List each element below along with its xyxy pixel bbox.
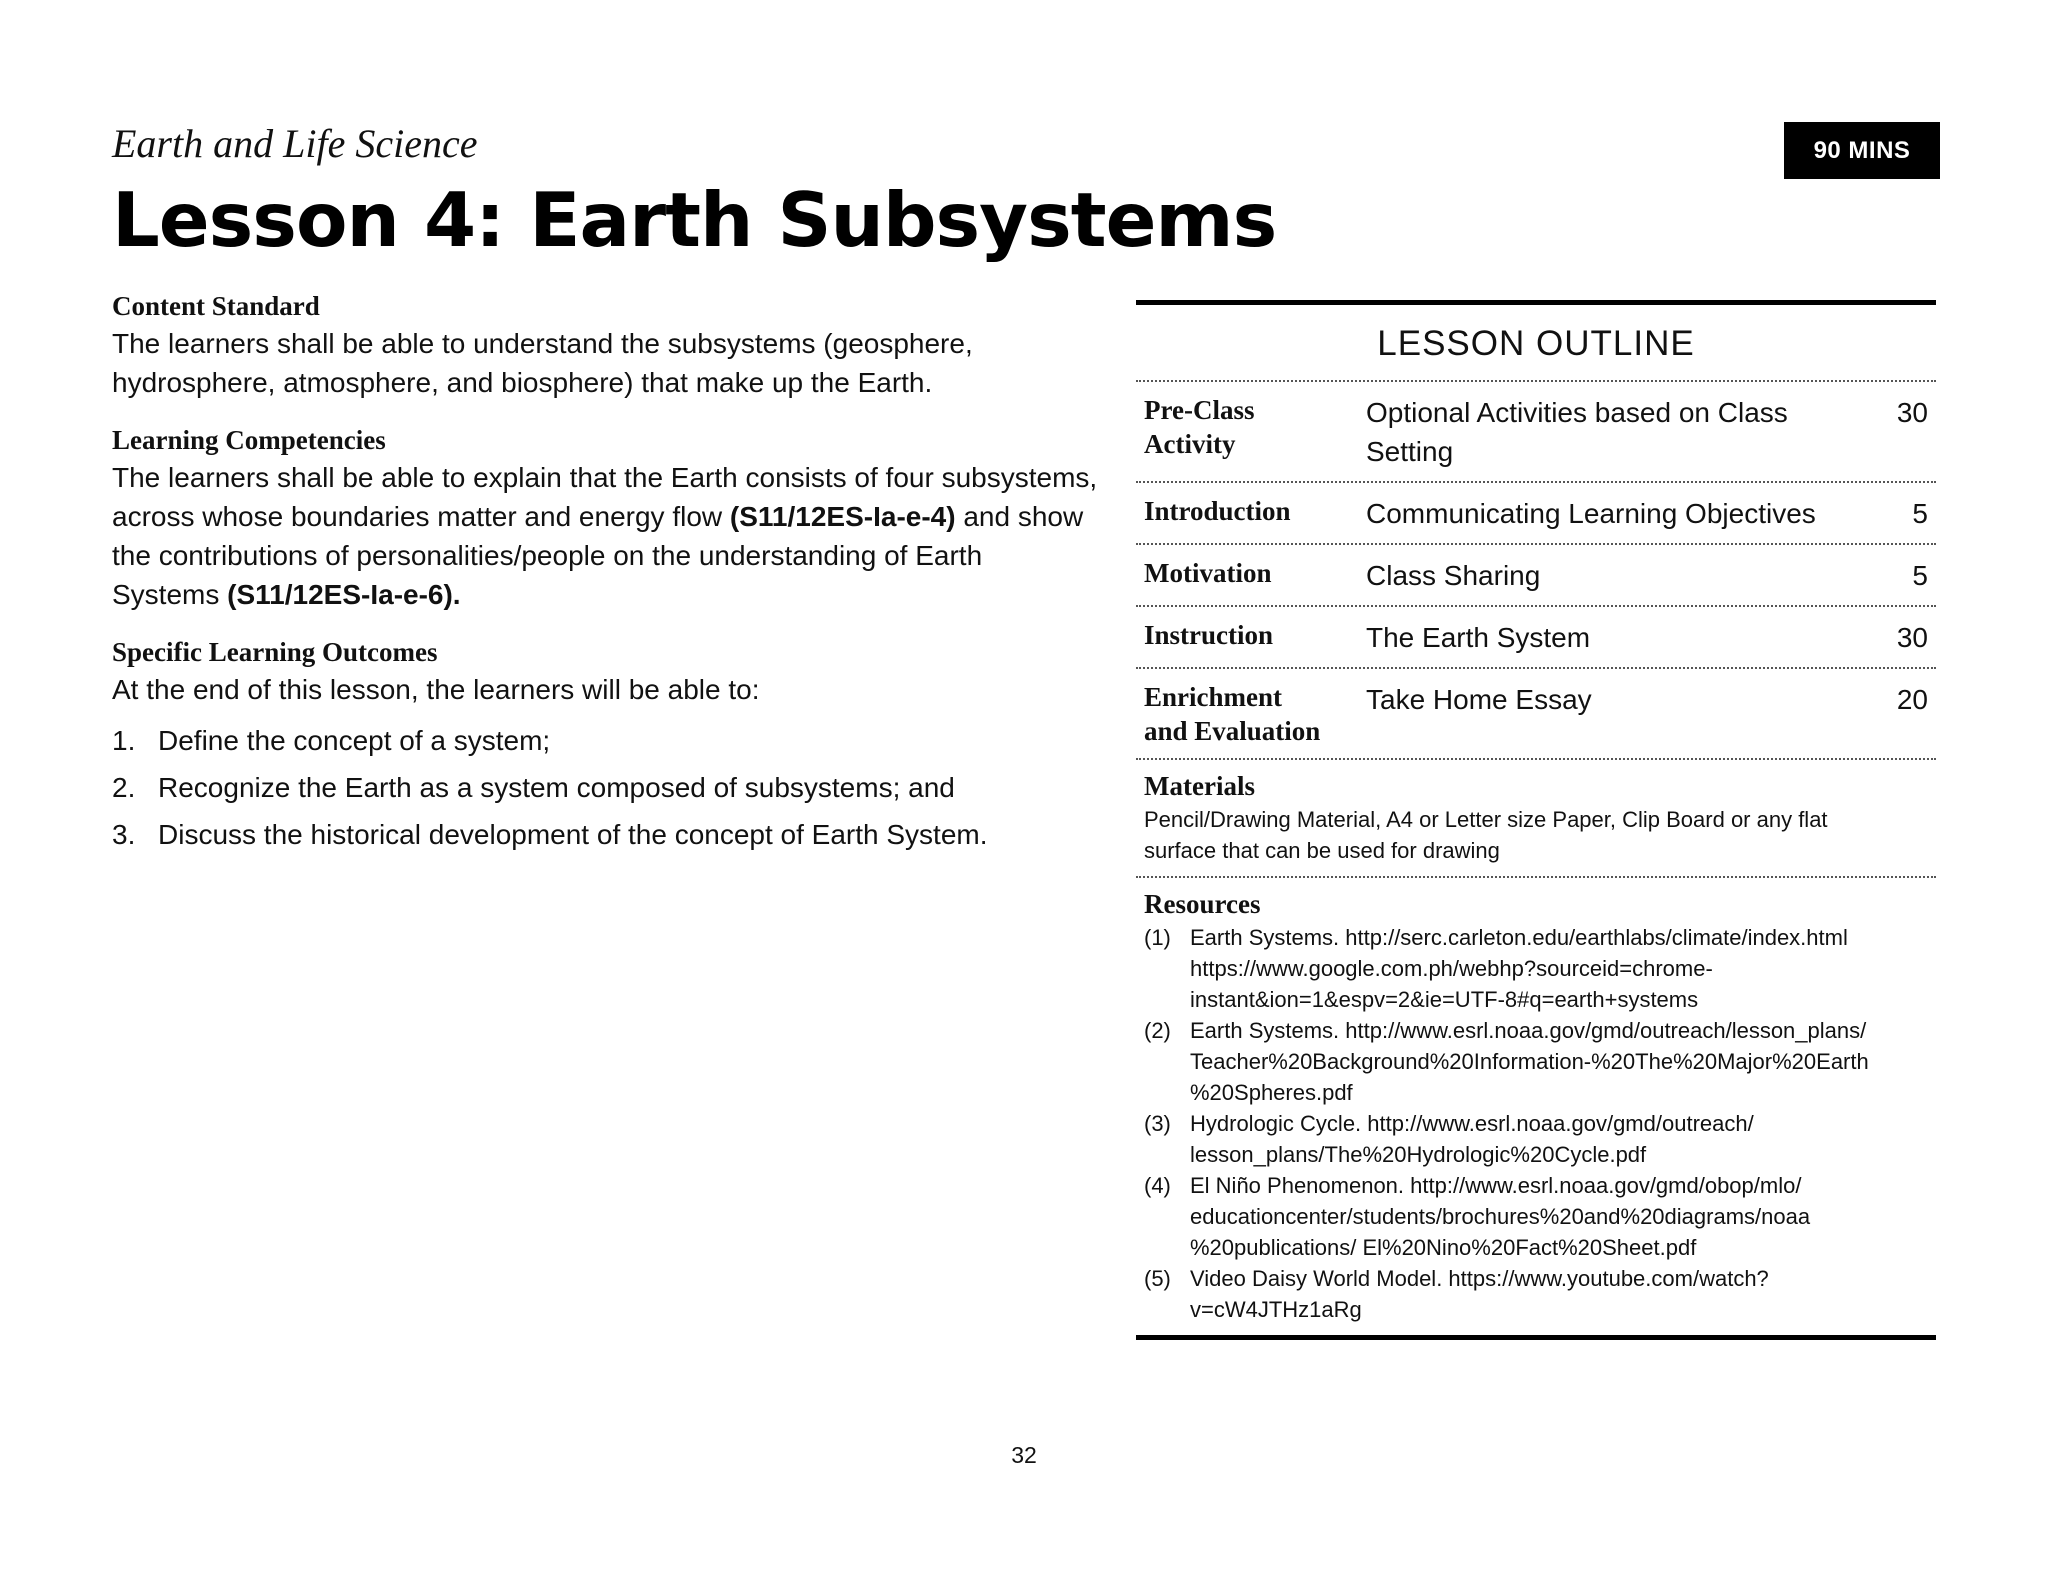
resource-line: educationcenter/students/brochures%20and%20diagrams/noaa [1190,1204,1811,1229]
materials-heading: Materials [1144,771,1255,801]
outline-row [1136,483,1936,543]
resource-line: %20Spheres.pdf [1190,1080,1353,1105]
competencies-text: across whose boundaries matter and energy flow [112,501,730,532]
outline-row [1136,545,1936,605]
outline-title: LESSON OUTLINE [1377,324,1695,363]
materials-section [1136,760,1936,876]
page-number: 32 [1011,1442,1037,1468]
resource-line: Teacher%20Background%20Information-%20The%20Major%20Earth [1190,1049,1869,1074]
resource-number: (4) [1144,1173,1171,1198]
resource-line: Hydrologic Cycle. http://www.esrl.noaa.gov/gmd/outreach/ [1190,1111,1754,1136]
resource-line: El Niño Phenomenon. http://www.esrl.noaa.gov/gmd/obop/mlo/ [1190,1173,1802,1198]
outline-phase [1144,556,1366,595]
outline-minutes: 20 [1896,684,1928,715]
competencies-text: Systems [112,579,228,610]
subject-label: Earth and Life Science [112,121,478,166]
resource-item [1144,922,1928,1015]
phase-line: Motivation [1144,558,1272,588]
phase-line: and Evaluation [1144,716,1321,746]
outline-minutes: 5 [1912,498,1928,529]
outline-row [1136,607,1936,667]
activity-line: Communicating Learning Objectives [1366,498,1816,529]
materials-line: surface that can be used for drawing [1144,838,1500,863]
outline-activity [1366,556,1868,595]
list-item [112,764,1112,811]
phase-line: Introduction [1144,496,1291,526]
list-text: Define the concept of a system; [158,725,551,756]
resource-number: (2) [1144,1018,1171,1043]
activity-line: Setting [1366,436,1454,467]
lesson-outline-box [1136,300,1936,1340]
outline-minutes: 30 [1896,397,1928,428]
resource-item [1144,1170,1928,1263]
activity-line: Take Home Essay [1366,684,1592,715]
lesson-details [112,288,1112,858]
outcomes-intro: At the end of this lesson, the learners will be able to: [112,674,760,705]
competency-code: (S11/12ES-Ia-e-4) [729,501,956,532]
resources-heading: Resources [1144,889,1261,919]
outcomes-heading: Specific Learning Outcomes [112,637,438,667]
competencies-line [112,575,1112,614]
resource-number: (5) [1144,1266,1171,1291]
outline-activity [1366,494,1868,533]
content-standard-heading: Content Standard [112,291,320,321]
activity-line: Optional Activities based on Class [1366,397,1788,428]
content-standard-line: hydrosphere, atmosphere, and biosphere) that make up the Earth. [112,367,933,398]
resource-item [1144,1108,1928,1170]
outline-activity [1366,393,1868,471]
resource-item [1144,1015,1928,1108]
page-title: Lesson 4: Earth Subsystems [112,176,1277,264]
outline-minutes: 30 [1896,622,1928,653]
outline-row [1136,669,1936,758]
resources-list [1144,922,1928,1325]
list-item [112,811,1112,858]
outline-activity [1366,680,1868,748]
outline-row [1136,382,1936,481]
competencies-line: The learners shall be able to explain that the Earth consists of four subsystems, [112,462,1098,493]
outline-phase [1144,494,1366,533]
outline-phase [1144,618,1366,657]
activity-line: Class Sharing [1366,560,1541,591]
list-text: Discuss the historical development of the concept of Earth System. [158,819,988,850]
resource-line: Earth Systems. http://www.esrl.noaa.gov/gmd/outreach/lesson_plans/ [1190,1018,1867,1043]
phase-line: Activity [1144,429,1236,459]
phase-line: Instruction [1144,620,1274,650]
resources-section [1136,878,1936,1335]
resource-line: lesson_plans/The%20Hydrologic%20Cycle.pdf [1190,1142,1647,1167]
duration-badge: 90 MINS [1784,122,1940,179]
content-standard-line: The learners shall be able to understand the subsystems (geosphere, [112,328,973,359]
resource-line: instant&ion=1&espv=2&ie=UTF-8#q=earth+systems [1190,987,1699,1012]
outline-minutes: 5 [1912,560,1928,591]
resource-item [1144,1263,1928,1325]
materials-line: Pencil/Drawing Material, A4 or Letter size Paper, Clip Board or any flat [1144,807,1828,832]
phase-line: Pre-Class [1144,395,1255,425]
learning-competencies-heading: Learning Competencies [112,425,386,455]
outline-bottom-rule [1136,1335,1936,1340]
competencies-text: and show [955,501,1084,532]
competencies-line: the contributions of personalities/people on the understanding of Earth [112,540,983,571]
list-item [112,717,1112,764]
resource-number: (3) [1144,1111,1171,1136]
resource-line: v=cW4JTHz1aRg [1190,1297,1362,1322]
outline-activity [1366,618,1868,657]
outline-phase [1144,680,1366,748]
resource-line: https://www.google.com.ph/webhp?sourceid=chrome- [1190,956,1713,981]
activity-line: The Earth System [1366,622,1591,653]
outline-phase [1144,393,1366,471]
resource-line: Video Daisy World Model. https://www.youtube.com/watch? [1190,1266,1769,1291]
list-text: Recognize the Earth as a system composed of subsystems; and [158,772,955,803]
list-number: 1. [112,725,136,756]
phase-line: Enrichment [1144,682,1282,712]
resource-line: %20publications/ El%20Nino%20Fact%20Sheet.pdf [1190,1235,1697,1260]
resource-number: (1) [1144,925,1171,950]
competencies-line [112,497,1112,536]
list-number: 3. [112,819,136,850]
outcomes-list [112,717,1112,858]
resource-line: Earth Systems. http://serc.carleton.edu/earthlabs/climate/index.html [1190,925,1848,950]
list-number: 2. [112,772,136,803]
competency-code: (S11/12ES-Ia-e-6). [227,579,461,610]
